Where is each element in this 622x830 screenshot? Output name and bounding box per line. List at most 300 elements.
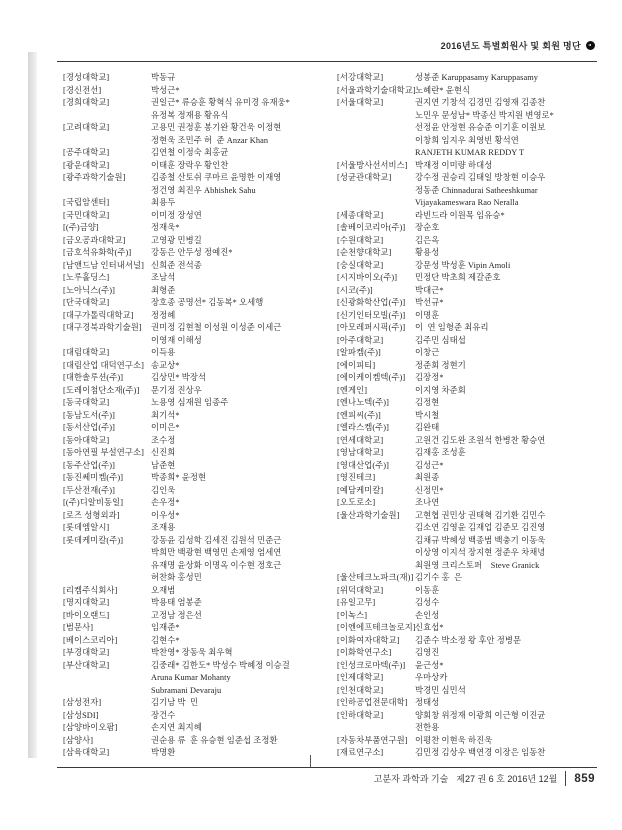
member-names-line: 오재범: [151, 585, 176, 595]
member-names-line: 고현협 권민상 권태혁 김기환 김민수: [415, 510, 546, 520]
member-row: [63, 372, 337, 385]
member-names-line: 유재명 윤상화 이명옥 이수현 정호근: [151, 560, 282, 570]
member-row: [337, 460, 601, 473]
org-name: [동아대학교]: [63, 435, 110, 445]
member-names-line: 남준현: [151, 460, 176, 470]
org-name: [대한솔루션(주)]: [63, 373, 124, 382]
member-row: [63, 710, 337, 723]
member-names: [415, 447, 601, 460]
member-names: [415, 697, 601, 710]
member-names: [151, 697, 337, 710]
member-row: [337, 235, 601, 248]
org-name: [삼육대학교]: [63, 748, 110, 757]
member-names-line: 노혜란* 윤현식: [415, 85, 471, 95]
member-row: [337, 322, 601, 335]
org-name: [알파켐(주)]: [337, 348, 381, 357]
member-names-line: 김민정 김상우 백연경 이장은 임동찬: [415, 748, 546, 757]
member-row: [63, 610, 337, 623]
member-names: [151, 635, 337, 648]
member-names-line: 신효섭*: [415, 623, 444, 632]
member-row: [337, 385, 601, 398]
org-name: [고려대학교]: [63, 123, 110, 132]
member-names-line: 성봉준 Karuppasamy Karuppasamy: [415, 73, 539, 82]
org-name: [엔나노텍(주)]: [337, 398, 390, 407]
org-name: [광운대학교]: [63, 160, 110, 170]
org-name: [신광화학산업(주)]: [337, 298, 406, 307]
member-row: [63, 660, 337, 698]
member-names: [415, 397, 601, 410]
member-names-line: 송교상*: [151, 360, 180, 370]
member-names: [415, 85, 601, 98]
org-name: [경신전선]: [63, 85, 102, 95]
member-names: [415, 272, 601, 285]
member-row: [63, 460, 337, 473]
member-names-line: 장호종 공명선* 김동복* 오세행: [151, 298, 264, 307]
org-name: [동아연필 부설연구소]: [63, 448, 144, 457]
member-names-line: 정정혜: [151, 310, 176, 320]
member-names-line: 박재정 이미량 하대성: [415, 160, 493, 170]
org-name: [세종대학교]: [337, 210, 384, 220]
org-name: [재료연구소]: [337, 748, 384, 757]
org-name: [인하대학교]: [337, 710, 384, 720]
member-row: [337, 360, 601, 373]
member-names: [415, 297, 601, 310]
member-names-line: 강동은 안두성 정예진*: [151, 248, 233, 257]
member-row: [337, 585, 601, 598]
member-names-line: 민정단 박초희 제갈준호: [415, 273, 501, 282]
member-names: [415, 285, 601, 298]
member-row: [63, 310, 337, 323]
journal-title: 고분자 과학과 기술: [373, 774, 449, 784]
member-names: [415, 485, 601, 498]
member-names-line: 강수정 권승리 김태일 방창현 이승우: [415, 173, 546, 182]
member-names: [151, 72, 337, 85]
member-column-left: [63, 72, 337, 760]
org-name: [금호석유화학(주)]: [63, 248, 132, 257]
member-row: [63, 147, 337, 160]
member-names-line: 신정민*: [415, 485, 444, 495]
member-names-line: 최기석*: [151, 410, 180, 420]
member-names-line: 이창희 임지우 최영빈 황석연: [415, 135, 519, 145]
member-names: [151, 410, 337, 423]
org-name: [서울대학교]: [337, 98, 384, 107]
member-names-line: 고영광 민병길: [151, 235, 202, 245]
org-name: [대구경북과학기술원]: [63, 323, 142, 332]
member-names-line: 김중래* 김한도* 박성수 박혜정 이승걸: [151, 660, 290, 670]
member-names: [151, 397, 337, 410]
org-name: [울산과학기술원]: [337, 510, 400, 520]
member-names-line: 김정현: [415, 398, 440, 407]
org-name: [노아닉스(주)]: [63, 285, 116, 295]
member-names: [415, 460, 601, 473]
member-names: [151, 622, 337, 635]
member-names-line: 이미은*: [151, 423, 180, 432]
member-names-line: 김현수*: [151, 635, 180, 645]
member-row: [63, 347, 337, 360]
member-names-line: 김기남 박 민: [151, 698, 199, 707]
org-name: [서울과학기술대학교]: [337, 85, 416, 95]
org-name: [수원대학교]: [337, 235, 384, 245]
member-names: [415, 210, 601, 223]
member-names-line: 이 연 임형준 최유리: [415, 323, 489, 332]
member-row: [63, 197, 337, 210]
member-names-line: 전한용: [415, 723, 440, 732]
org-name: [국립암센터]: [63, 198, 110, 207]
member-names-line: 김채규 박혜성 백종범 백충기 이동욱: [415, 535, 546, 545]
member-row: [63, 735, 337, 748]
member-row: [63, 360, 337, 373]
org-name: [유일고무]: [337, 598, 376, 607]
org-name: [삼성SDI]: [63, 710, 99, 720]
member-names-line: 이영재 이해성: [151, 335, 202, 345]
member-names-line: 박동규: [151, 73, 176, 82]
member-names: [415, 572, 601, 585]
member-names: [415, 510, 601, 573]
org-name: [(주)디알비동일]: [63, 498, 124, 507]
member-names-line: 권일근* 류승훈 황혁식 유미경 유재웅*: [151, 98, 290, 107]
org-name: [로즈 성형외과]: [63, 510, 120, 520]
member-names: [415, 385, 601, 398]
member-row: [63, 597, 337, 610]
member-names: [151, 522, 337, 535]
member-names-line: 김소연 김영윤 김재업 김준모 김진영: [415, 523, 546, 532]
org-name: [신기인터모빌(주)]: [337, 310, 406, 320]
member-names-line: 권지연 기창석 김경민 김영재 김종찬: [415, 98, 546, 107]
member-row: [63, 210, 337, 223]
member-names: [415, 247, 601, 260]
member-row: [63, 535, 337, 585]
member-row: [337, 747, 601, 760]
member-names: [415, 672, 601, 685]
member-row: [63, 697, 337, 710]
member-names-line: 권미정 김현철 이성원 이성준 이세근: [151, 323, 282, 332]
org-name: [바이오랜드]: [63, 610, 110, 620]
member-row: [63, 260, 337, 273]
member-names-line: 이태훈 장락우 황인찬: [151, 160, 229, 170]
member-names: [151, 597, 337, 610]
member-row: [337, 685, 601, 698]
org-name: [이화여자대학교]: [337, 635, 400, 645]
member-names-line: 이미정 장성연: [151, 210, 202, 220]
org-name: [서강대학교]: [337, 73, 384, 82]
member-names: [415, 660, 601, 673]
org-name: [리켐주식회사]: [63, 585, 118, 595]
member-row: [337, 647, 601, 660]
member-names-line: 황용성: [415, 248, 440, 257]
member-row: [63, 722, 337, 735]
member-names-line: 이평찬 이현욱 하진욱: [415, 735, 493, 745]
member-names: [151, 735, 337, 748]
member-names-line: 박용태 엄봉준: [151, 598, 202, 607]
member-names: [415, 372, 601, 385]
member-names-line: 최원종: [415, 473, 440, 482]
member-names: [151, 297, 337, 310]
page-number: 859: [574, 772, 595, 785]
member-names: [415, 472, 601, 485]
org-name: [도레이첨단소재(주)]: [63, 385, 140, 395]
member-row: [63, 510, 337, 523]
org-name: [영남대학교]: [337, 448, 384, 457]
member-row: [63, 97, 337, 122]
member-names: [151, 422, 337, 435]
org-name: [이엔에프테크놀로지]: [337, 623, 416, 632]
member-names-line: 우마상카: [415, 673, 448, 682]
org-name: [명지대학교]: [63, 598, 110, 607]
org-name: [경성대학교]: [63, 73, 110, 82]
org-name: [부경대학교]: [63, 648, 110, 657]
org-name: [대림산업 대덕연구소]: [63, 360, 144, 370]
member-row: [337, 422, 601, 435]
member-row: [337, 285, 601, 298]
member-names-line: 박경민 심민석: [415, 685, 466, 695]
member-names: [415, 585, 601, 598]
member-row: [337, 85, 601, 98]
member-row: [337, 410, 601, 423]
member-names-line: 이명훈: [415, 310, 440, 320]
member-names-line: 정재욱*: [151, 223, 180, 232]
issue-info: 제27 권 6 호 2016년 12월: [456, 774, 558, 784]
org-name: [대림대학교]: [63, 348, 110, 357]
member-names: [151, 472, 337, 485]
member-names: [151, 372, 337, 385]
member-names-line: 김종철 산토쉬 쿠마르 윤명한 이재영: [151, 173, 282, 182]
section-marker-icon: [586, 41, 595, 50]
member-row: [63, 497, 337, 510]
member-row: [63, 72, 337, 85]
member-row: [337, 72, 601, 85]
member-names: [415, 710, 601, 735]
member-row: [337, 297, 601, 310]
member-names: [415, 222, 601, 235]
member-names-line: 신진희: [151, 448, 176, 457]
member-names: [415, 622, 601, 635]
org-name: [엔피씨(주)]: [337, 410, 381, 420]
member-names: [151, 485, 337, 498]
member-row: [337, 372, 601, 385]
member-names: [151, 347, 337, 360]
member-names: [151, 235, 337, 248]
member-names-line: 김성수: [415, 598, 440, 607]
member-names-line: 허찬화 홍성민: [151, 573, 202, 582]
member-names-line: 문기정 진상우: [151, 385, 202, 395]
member-names-line: 김성근*: [415, 460, 444, 470]
member-names-line: 신희준 전석종: [151, 260, 202, 270]
member-names-line: 장순호: [415, 223, 440, 232]
member-names: [415, 260, 601, 273]
member-row: [63, 747, 337, 760]
member-names-line: RANJETH KUMAR REDDY T: [415, 148, 525, 157]
member-row: [63, 322, 337, 347]
org-name: [엔게인]: [337, 385, 368, 395]
org-name: [경희대학교]: [63, 98, 110, 107]
org-name: [남앤드남 인터내셔널]: [63, 260, 144, 270]
member-names-line: 조재용: [151, 523, 176, 532]
member-names-line: Vijayakameswara Rao Neralla: [415, 198, 519, 207]
member-names: [151, 122, 337, 147]
member-names: [151, 510, 337, 523]
member-names-line: 유정복 정재용 황유식: [151, 110, 229, 120]
member-row: [337, 172, 601, 210]
org-name: [아모레퍼시픽(주)]: [337, 323, 406, 332]
org-name: [솔베이코리아(주)]: [337, 223, 406, 232]
member-names: [151, 660, 337, 698]
member-row: [63, 447, 337, 460]
member-names: [415, 347, 601, 360]
org-name: [국민대학교]: [63, 210, 110, 220]
member-names-line: 정현욱 조민주 허 준 Anzar Khan: [151, 135, 269, 145]
member-names: [151, 585, 337, 598]
member-row: [337, 397, 601, 410]
member-row: [63, 172, 337, 197]
member-names-line: 라빈드라 이원목 임유승*: [415, 210, 505, 220]
member-names-line: 조남석: [151, 273, 176, 282]
org-name: [시코(주)]: [337, 285, 373, 295]
member-names-line: 고용민 권정훈 봉기완 황건욱 이정현: [151, 123, 282, 132]
member-names-line: 고정남 정은선: [151, 610, 202, 620]
member-row: [337, 272, 601, 285]
member-names-line: 이지영 차준회: [415, 385, 466, 395]
org-name: [영대산업(주)]: [337, 460, 390, 470]
member-row: [337, 247, 601, 260]
member-names: [415, 97, 601, 160]
org-name: [동남도서(주)]: [63, 410, 116, 420]
member-row: [337, 97, 601, 160]
member-names-line: 정건영 최진우 Abhishek Sahu: [151, 185, 256, 195]
member-names-line: 김영진: [415, 648, 440, 657]
member-names-line: 정동준 Chinnadurai Satheeshkumar: [415, 185, 538, 195]
member-names-line: 박선규*: [415, 298, 444, 307]
member-names-line: 손인성: [415, 610, 440, 620]
member-names: [151, 222, 337, 235]
member-names-line: 김인욱: [151, 485, 176, 495]
member-names-line: Subramani Devaraju: [151, 685, 222, 695]
member-names-line: 박종희* 윤정현: [151, 473, 207, 482]
org-name: [인제대학교]: [337, 673, 384, 682]
member-names: [151, 97, 337, 122]
member-names-line: 조수정: [151, 435, 176, 445]
member-names-line: 조나연: [415, 498, 440, 507]
member-names: [415, 160, 601, 173]
member-row: [337, 510, 601, 573]
org-name: [(주)금양]: [63, 223, 99, 232]
member-names: [151, 310, 337, 323]
member-names-line: 이상영 이지석 장지현 정준우 차채녕: [415, 548, 546, 557]
member-names: [415, 72, 601, 85]
member-names-line: 김준수 박소정 왕 후안 정병문: [415, 635, 522, 645]
org-name: [대구가톨릭대학교]: [63, 310, 134, 320]
member-names-line: 이득용: [151, 348, 176, 357]
member-row: [337, 660, 601, 673]
member-row: [337, 635, 601, 648]
member-row: [63, 485, 337, 498]
member-names: [415, 410, 601, 423]
member-names: [415, 610, 601, 623]
org-name: [동국대학교]: [63, 398, 110, 407]
org-name: [삼양바이오팜]: [63, 723, 118, 732]
member-names-line: 박시철: [415, 410, 440, 420]
org-name: [롯데엠알시]: [63, 523, 110, 532]
member-names: [415, 422, 601, 435]
member-row: [337, 735, 601, 748]
member-row: [63, 635, 337, 648]
member-names-line: 정준회 정현기: [415, 360, 466, 370]
org-name: [삼양사]: [63, 735, 94, 745]
header-title: 2016년도 특별회원사 및 회원 명단: [440, 41, 581, 51]
member-names: [151, 197, 337, 210]
member-names-line: 손지연 최지혜: [151, 723, 202, 732]
member-names: [415, 735, 601, 748]
member-row: [337, 222, 601, 235]
member-names: [415, 435, 601, 448]
member-names-line: 정태성: [415, 698, 440, 707]
member-names: [151, 85, 337, 98]
member-row: [63, 235, 337, 248]
member-names-line: 김완태: [415, 423, 440, 432]
member-names: [151, 385, 337, 398]
member-row: [337, 597, 601, 610]
member-row: [337, 622, 601, 635]
member-row: [63, 297, 337, 310]
member-row: [337, 697, 601, 710]
member-row: [63, 622, 337, 635]
footer-divider: [565, 771, 566, 786]
page-footer: [374, 771, 595, 786]
member-row: [63, 385, 337, 398]
member-names-line: 장건수: [151, 710, 176, 720]
member-row: [337, 435, 601, 448]
org-name: [시지바이오(주)]: [337, 273, 398, 282]
member-names: [415, 335, 601, 348]
org-name: [롯데케미칼(주)]: [63, 535, 124, 545]
member-names-line: 김상민* 박장석: [151, 373, 207, 382]
member-names: [151, 610, 337, 623]
org-name: [숭실대학교]: [337, 260, 384, 270]
member-row: [63, 435, 337, 448]
org-name: [에이피티]: [337, 360, 376, 370]
member-names-line: 김주민 심태섭: [415, 335, 466, 345]
member-names-line: 손우정*: [151, 498, 180, 507]
member-names: [415, 172, 601, 210]
member-names: [415, 322, 601, 335]
member-names: [151, 285, 337, 298]
org-name: [삼성전자]: [63, 698, 102, 707]
org-name: [순천향대학교]: [337, 248, 392, 257]
org-name: [인성크로마텍(주)]: [337, 660, 406, 670]
member-names-line: 박대근*: [415, 285, 444, 295]
member-row: [63, 85, 337, 98]
member-names: [415, 747, 601, 760]
org-name: [인천대학교]: [337, 685, 384, 695]
org-name: [서울방사선서비스]: [337, 160, 408, 170]
org-name: [동서산업(주)]: [63, 423, 116, 432]
org-name: [베이스코리아]: [63, 635, 118, 645]
member-names-line: 김연철 이정숙 최홍균: [151, 148, 229, 157]
member-names: [151, 260, 337, 273]
member-names-line: 최용두: [151, 198, 176, 207]
org-name: [아주대학교]: [337, 335, 384, 345]
member-names-line: 최형준: [151, 285, 176, 295]
member-names-line: 양회창 위정재 이광희 이근형 이진균: [415, 710, 546, 720]
org-name: [엘라스켐(주)]: [337, 423, 390, 432]
org-name: [두산전재(주)]: [63, 485, 116, 495]
member-row: [63, 410, 337, 423]
member-column-right: [337, 72, 601, 760]
member-names-line: 김기수 홍 은: [415, 573, 463, 582]
member-names: [151, 247, 337, 260]
member-names: [151, 722, 337, 735]
print-registration-tick: [310, 755, 311, 767]
member-row: [337, 160, 601, 173]
